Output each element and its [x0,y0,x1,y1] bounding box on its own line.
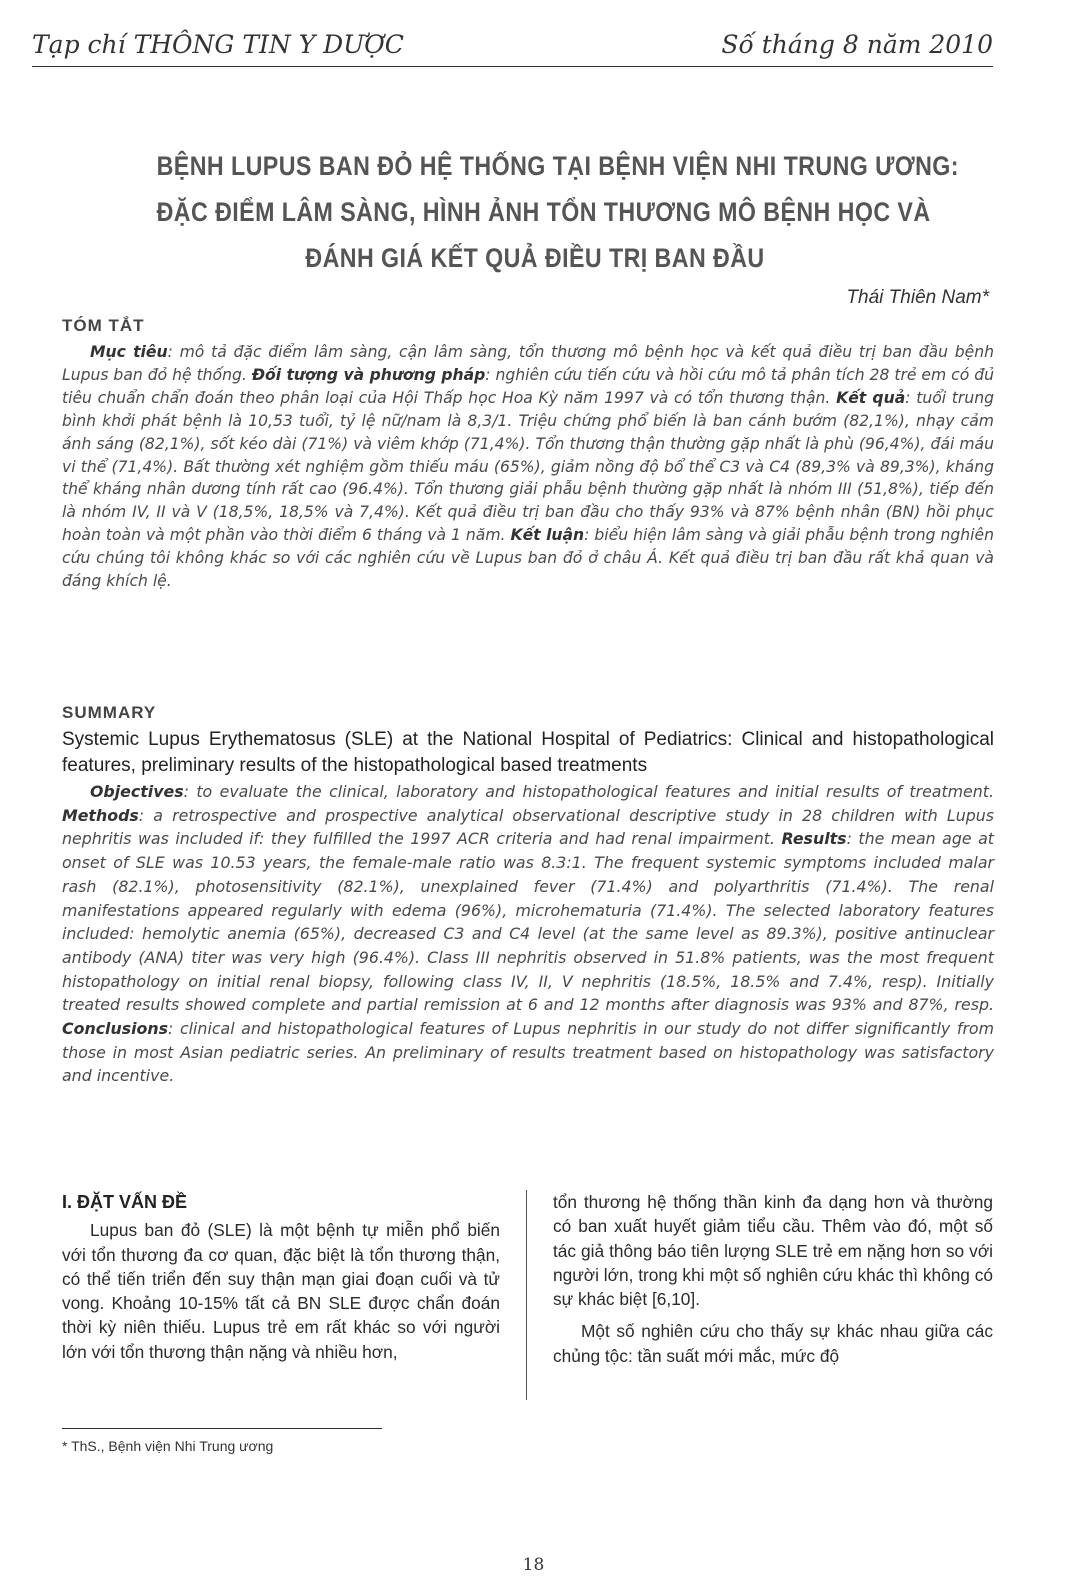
summary-heading: SUMMARY [62,703,157,722]
title-line: ĐÁNH GIÁ KẾT QUẢ ĐIỀU TRỊ BAN ĐẦU [305,243,765,273]
abstract-keyword: Kết luận [510,526,585,545]
running-header [32,22,993,67]
footnote-rule [62,1428,382,1429]
abstract-keyword: Conclusions [62,1019,169,1039]
author-name: Thái Thiên Nam* [846,287,989,308]
title-line: BỆNH LUPUS BAN ĐỎ HỆ THỐNG TẠI BỆNH VIỆN NHI TRUNG ƯƠNG: [156,151,959,181]
abstract-sentence: : to evaluate the clinical, laboratory and histopathological features and initial results of treatment. [183,782,994,801]
abstract-sentence: : clinical and histopathological features of Lupus nephritis in our study do not differ significantly from those in most Asian pediatric series. An preliminary of results treatment based on histopathology was satisfactory and incentive. [62,1019,994,1086]
abstract-vi-heading: TÓM TẮT [62,316,145,335]
abstract-sentence: : the mean age at onset of SLE was 10.53 years, the female-male ratio was 8.3:1. The frequent systemic symptoms included malar rash (82.1%), photosensitivity (82.1%), unexplained fever (71.4%) and polyarthritis (71.4%). The renal manifestations appeared regularly with edema (96%), microhematuria (71.4%). The selected laboratory features included: hemolytic anemia (65%), decreased C3 and C4 level (at the same level as 89.3%), positive antinuclear antibody (ANA) titer was very high (96.4%). Class III nephritis observed in 51.8% patients, was the most frequent histopathology on initial renal biopsy, following class IV, II, V nephritis (18.5%, 18.5% and 7.4%, resp). Initially treated results showed complete and partial remission at 6 and 12 months after diagnosis was 93% and 87%, resp. [62,829,994,1015]
abstract-keyword: Kết quả [836,388,906,407]
abstract-en-text [62,780,994,1088]
body-paragraph: Lupus ban đỏ (SLE) là một bệnh tự miễn phổ biến với tổn thương đa cơ quan, đặc biệt là tổn thương thận, có thể tiến triển đến suy thận mạn giai đoạn cuối và tử vong. Khoảng 10-15% tất cả BN SLE được chẩn đoán thời kỳ niên thiếu. Lupus trẻ em rất khác so với người lớn với tổn thương thận nặng và nhiều hơn, [62,1220,500,1362]
issue-info: Số tháng 8 năm 2010 [721,30,993,59]
article-title [156,143,959,281]
body-paragraph: tổn thương hệ thống thần kinh đa dạng hơn và thường có ban xuất huyết giảm tiểu cầu. Thêm vào đó, một số tác giả thông báo tiên lượng SLE trẻ em nặng hơn so với người lớn, trong khi một số nghiên cứu khác thì không có sự khác biệt [6,10]. [553,1192,993,1310]
abstract-sentence: : a retrospective and prospective analytical observational descriptive study in 28 children with Lupus nephritis was included if: they fulfilled the 1997 ACR criteria and had renal impairment. [62,805,994,849]
page-number: 18 [522,1555,545,1575]
abstract-keyword: Results [781,829,847,849]
abstract-sentence: : tuổi trung bình khởi phát bệnh là 10,53 tuổi, tỷ lệ nữ/nam là 8,3/1. Triệu chứng phổ biến là ban cánh bướm (82,1%), nhạy cảm ánh sáng (82,1%), sốt kéo dài (71%) và viêm khớp (71,4%). Tổn thương thận thường gặp nhất là phù (96,4%), đái máu vi thể (71,4%). Bất thường xét nghiệm gồm thiếu máu (65%), giảm nồng độ bổ thể C3 và C4 (89,3% và 89,3%), kháng thể kháng nhân dương tính rất cao (96.4%). Tổn thương giải phẫu bệnh thường gặp nhất là nhóm III (51,8%), tiếp đến là nhóm IV, II và V (18,5%, 18,5% và 7,4%). Kết quả điều trị ban đầu cho thấy 93% và 87% bệnh nhân (BN) hồi phục hoàn toàn và một phần vào thời điểm 6 tháng và 1 năm. [62,388,994,545]
journal-name: Tạp chí THÔNG TIN Y DƯỢC [32,30,404,59]
body-column-left [62,1190,500,1372]
body-paragraph: Một số nghiên cứu cho thấy sự khác nhau giữa các chủng tộc: tần suất mới mắc, mức độ [553,1321,993,1366]
section-heading: I. ĐẶT VẤN ĐỀ [62,1192,188,1212]
abstract-keyword: Objectives [90,782,184,801]
abstract-sentence: : mô tả đặc điểm lâm sàng, cận lâm sàng, tổn thương mô bệnh học và kết quả điều trị ban đầu bệnh Lupus ban đỏ hệ thống. [62,343,994,384]
summary-title: Systemic Lupus Erythematosus (SLE) at the National Hospital of Pediatrics: Clinical and histopathological features, preliminary results of the histopathological based treatments [62,729,994,776]
abstract-sentence: : nghiên cứu tiến cứu và hồi cứu mô tả phân tích 28 trẻ em có đủ tiêu chuẩn chẩn đoán theo phân loại của Hội Thấp học Hoa Kỳ năm 1997 và có tổn thương thận. [62,365,995,407]
abstract-keyword: Đối tượng và phương pháp [251,365,486,384]
abstract-vi-text [62,341,994,593]
abstract-keyword: Mục tiêu [90,343,168,361]
footnote: * ThS., Bệnh viện Nhi Trung ương [62,1438,274,1454]
abstract-sentence: : biểu hiện lâm sàng và giải phẫu bệnh trong nghiên cứu chúng tôi không khác so với các nghiên cứu về Lupus ban đỏ ở châu Á. Kết quả điều trị ban đầu rất khả quan và đáng khích lệ. [62,526,994,591]
column-divider [526,1190,527,1400]
body-column-right [553,1190,993,1376]
abstract-keyword: Methods [62,805,139,825]
title-line: ĐẶC ĐIỂM LÂM SÀNG, HÌNH ẢNH TỔN THƯƠNG MÔ BỆNH HỌC VÀ [156,197,931,227]
